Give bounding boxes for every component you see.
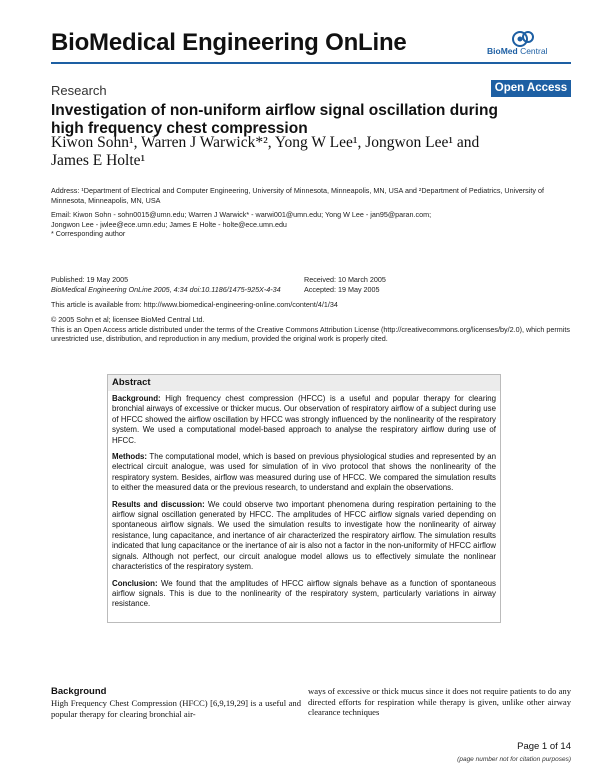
email-line-2: Jongwon Lee - jwlee@ece.umn.edu; James E Holte - holte@ece.umn.edu (51, 219, 287, 229)
header-rule (51, 62, 571, 64)
author-line-2: James E Holte¹ (51, 152, 146, 169)
body-column-right: ways of excessive or thick mucus since it does not require patients to do any directed efforts for respiration while therapy is given, unlike other airway clearance techniques (308, 686, 571, 718)
body-column-left: High Frequency Chest Compression (HFCC) [6,9,19,29] is a useful and popular therapy for clearing bronchial air- (51, 698, 301, 719)
abstract-heading: Abstract (108, 375, 500, 391)
abstract-methods-label: Methods: (112, 452, 148, 462)
publication-info (51, 275, 291, 294)
copyright: © 2005 Sohn et al; licensee BioMed Central Ltd. (51, 315, 205, 324)
abstract-conclusion (112, 579, 496, 610)
background-heading: Background (51, 686, 107, 697)
email-line-1: Email: Kiwon Sohn - sohn0015@umn.edu; Warren J Warwick* - warwi001@umn.edu; Yong W Lee - jan95@paran.com; (51, 210, 432, 219)
section-label: Research (51, 83, 107, 98)
received-date: Received: 10 March 2005 (304, 275, 386, 284)
abstract-background-text: High frequency chest compression (HFCC) is a useful and popular therapy for clearing bronchial airways of excessive or thicker mucus. Our observation of respiratory airflow of a subject during use of HFCC showed the airflow oscillation by HFCC was strongly influenced by the nonlinearity of the respiratory system. We used a computational model-based approach to analyse the respiratory airflow during use of HFCC. (112, 394, 496, 445)
abstract-methods-text: The computational model, which is based on previous physiological studies and represented by an electrical circuit analogue, was used for simulation of in vivo protocol that shows the nonlinearity of the respiratory system. Besides, airflow was measured during use of HFCC. We compared the simulation results to either the measured data or the previous research, to understand and explain the observations. (112, 452, 496, 493)
availability-link[interactable]: This article is available from: http://www.biomedical-engineering-online.com/content/4/1/34 (51, 300, 338, 309)
article-title: Investigation of non-uniform airflow signal oscillation during high frequency chest compression (51, 102, 498, 137)
author-line-1: Kiwon Sohn¹, Warren J Warwick*², Yong W Lee¹, Jongwon Lee¹ and (51, 134, 480, 151)
abstract-results-label: Results and discussion: (112, 499, 205, 509)
abstract-conclusion-text: We found that the amplitudes of HFCC airflow signals behave as a function of spontaneous airflow signals. This is due to the nonlinearity of the respiratory system, particularly variations in airway resistance. (112, 578, 496, 609)
author-list (51, 134, 531, 170)
license-text: This is an Open Access article distributed under the terms of the Creative Commons Attribution License (http://creativecommons.org/licenses/by/2.0), which permits unrestricted use, distribution, and reproduction in any medium, provided the original work is properly cited. (51, 324, 570, 344)
corresponding-author-note: * Corresponding author (51, 229, 126, 239)
citation: BioMedical Engineering OnLine 2005, 4:34 doi:10.1186/1475-925X-4-34 (51, 284, 281, 294)
abstract-methods (112, 452, 496, 494)
biomed-central-logo: BioMed Central (487, 29, 565, 55)
biomed-central-logo-mark (487, 29, 565, 47)
abstract-conclusion-label: Conclusion: (112, 578, 158, 588)
published-date: Published: 19 May 2005 (51, 275, 129, 284)
abstract-background (112, 394, 496, 446)
journal-title: BioMedical Engineering OnLine (51, 29, 407, 56)
abstract-box (107, 374, 501, 623)
abstract-results (112, 500, 496, 573)
emails (51, 210, 571, 239)
page-number-note: (page number not for citation purposes) (457, 756, 571, 763)
abstract-background-label: Background: (112, 394, 161, 403)
affiliations: Address: ¹Department of Electrical and Computer Engineering, University of Minnesota, Minneapolis, MN, USA and ²Department of Pediatrics, University of Minnesota, Minneapolis, MN, USA (51, 186, 544, 205)
abstract-results-text: We could observe two important phenomena during respiration pertaining to the airflow signal oscillation generated by HFCC. The amplitudes of HFCC airflow signals varied depending on spontaneous airflow signals. We used the simulation results to investigate how the nonlinearity of airway resistance, lung capacitance, and inertance of air characterized the respiratory airflow. The simulation results indicated that lung capacitance or the inertance of air is also not a factor in the non-uniformity of HFCC airflow signals. Although not perfect, our circuit analogue model allows us to effectively simulate the nonlinear characteristics of the respiratory system. (112, 499, 496, 572)
history-info (304, 275, 544, 294)
page-number: Page 1 of 14 (517, 741, 571, 752)
copyright-block (51, 315, 571, 344)
open-access-badge: Open Access (491, 80, 571, 97)
accepted-date: Accepted: 19 May 2005 (304, 284, 380, 294)
